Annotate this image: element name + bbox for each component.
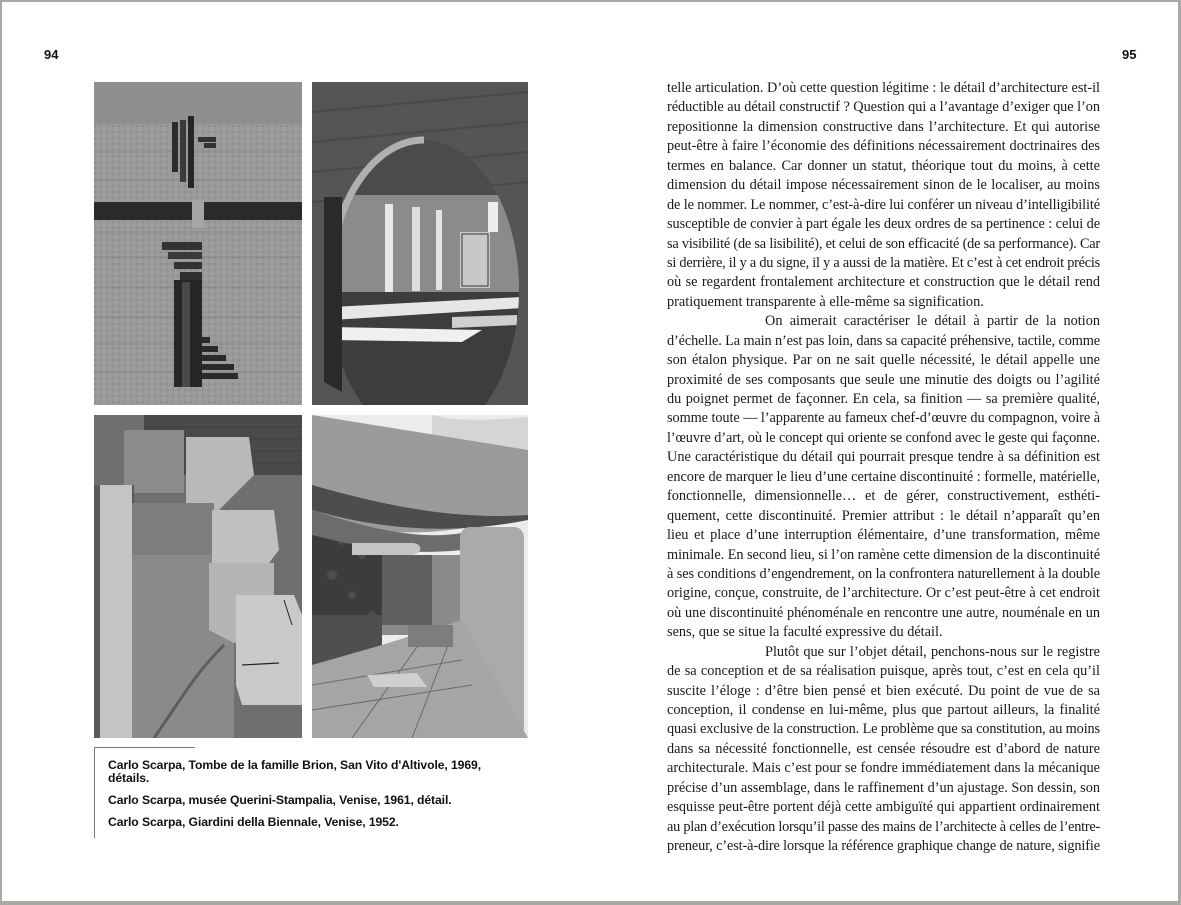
body-line: termes en balance. Car donner un statut, théorique tout du moins, à cette [667,157,1100,174]
body-line: où une discontinuité phénoménale en rencontre une autre, nouménale en un [667,604,1100,621]
body-line: proximité de ses composants que seule une minutie des doigts ou l’agilité [667,371,1100,388]
body-line: précise d’un assemblage, dans le raffinement d’un ajustage. Son dessin, son [667,779,1100,796]
body-line: au plan d’exécution lorsqu’il passe des mains de l’architecte à celles de l’entre- [667,818,1100,835]
body-line: lieu et place d’une interruption élémentaire, d’une transformation, même [667,527,1100,544]
body-line: du poignet permet de façonner. En cela, sa finition — sa première qualité, [667,391,1100,407]
body-line: d’échelle. La main n’est pas loin, dans sa capacité préhensive, tactile, comme [667,332,1101,349]
photo-captions [94,747,505,838]
photo-brion-tomb-wall [94,82,302,405]
body-line: où se regardent frontalement architecture et construction que le détail rend [667,274,1100,291]
page-number-left: 94 [44,47,59,62]
body-line: dans sa nécessité fonctionnelle, est censée résoudre est d’abord de nature [667,740,1100,757]
body-line: son étalon physique. Par on ne sait quelle nécessité, le détail appelle une [667,352,1100,369]
body-line: Une caractéristique du détail qui pourrait presque tendre à sa définition est [667,449,1100,466]
body-line: de sa conception et de sa réalisation puisque, après tout, c’est en cela qu’il [667,663,1100,680]
body-line: minimale. En second lieu, si l’on ramène cette dimension de la discontinuité [667,546,1100,563]
caption-1: Carlo Scarpa, Tombe de la famille Brion, San Vito d'Altivole, 1969, détails. [108,758,481,785]
body-line: telle articulation. D’où cette question légitime : le détail d’architecture est-il [667,80,1100,96]
body-line: preneur, c’est-à-dire lorsque la référence graphique change de nature, signifie [667,838,1100,855]
body-text [667,79,1100,857]
body-line: quement, cette discontinuité. Premier attribut : le détail n’apparaît qu’en [667,507,1100,524]
page-number-right: 95 [1122,47,1137,62]
body-line: fonctionnelle, dimensionnelle… et de gérer, constructivement, esthéti- [667,488,1100,505]
body-line: architecturale. Mais c’est pour se fondre immédiatement dans la mécanique [667,760,1100,777]
body-line: origine, conçue, construite, de l’architecture. Or c’est peut-être à cet endroit [667,585,1100,602]
body-line: Plutôt que sur l’objet détail, penchons-nous sur le registre [765,643,1100,660]
body-line: suscite l’éloge : d’être bien pensé et bien exécuté. Du point de vue de sa [667,682,1100,699]
body-line: peut-être à faire l’économie des définitions nécessairement doctrinaires des [667,138,1100,155]
body-line: esquisse peut-être portent déjà cette ambiguïté qui appartient ordinairement [667,799,1100,816]
body-line: quasi exclusive de la construction. Le problème que sa constitution, au moins [667,721,1100,738]
body-line: si derrière, il y a du signe, il y a aussi de la matière. Et c’est à cet endroit précis [667,254,1100,271]
caption-3: Carlo Scarpa, Giardini della Biennale, Venise, 1952. [108,815,399,829]
photo-brion-stone-detail [94,415,302,738]
body-line: dimension du détail impose nécessairement sinon de le localiser, au moins [667,177,1100,194]
photo-querini-stampalia-interior [312,82,528,405]
body-line: repositionne la dimension constructive dans l’architecture. Et qui autorise [667,118,1100,135]
body-line: pratiquement transparente à elle-même sa signification. [667,293,984,310]
body-line: On aimerait caractériser le détail à partir de la notion [765,313,1100,330]
body-line: de le nommer. Le nommer, c’est-à-dire lui conférer un niveau d’intelligibilité [667,196,1100,213]
body-line: somme toute — l’apparente au fameux chef-d’œuvre du compagnon, voire à [667,410,1100,427]
body-line: à ses conditions d’engendrement, on la confrontera naturellement à la double [667,565,1100,582]
body-line: réductible au détail constructif ? Question qui a l’avantage d’exiger que l’on [667,99,1100,116]
body-line: sens, que se situe la faculté expressive du détail. [667,624,943,641]
body-line: susceptible de convier à part égale les deux ordres de sa pertinence : celui de [667,216,1100,233]
caption-2: Carlo Scarpa, musée Querini-Stampalia, Venise, 1961, détail. [108,793,452,807]
body-line: sa visibilité (de sa lisibilité), et celui de son efficacité (de sa performance). Car [667,235,1100,252]
photo-biennale-canopy [312,415,528,738]
body-line: l’œuvre d’art, où le concept qui oriente se confond avec le geste qui façonne. [667,429,1100,446]
body-line: encore de marquer le lieu d’une certaine discontinuité : formelle, matérielle, [667,468,1100,485]
body-line: conception, il condense en lui-même, plus que partout ailleurs, la finalité [667,702,1100,718]
book-spread [2,2,1178,901]
